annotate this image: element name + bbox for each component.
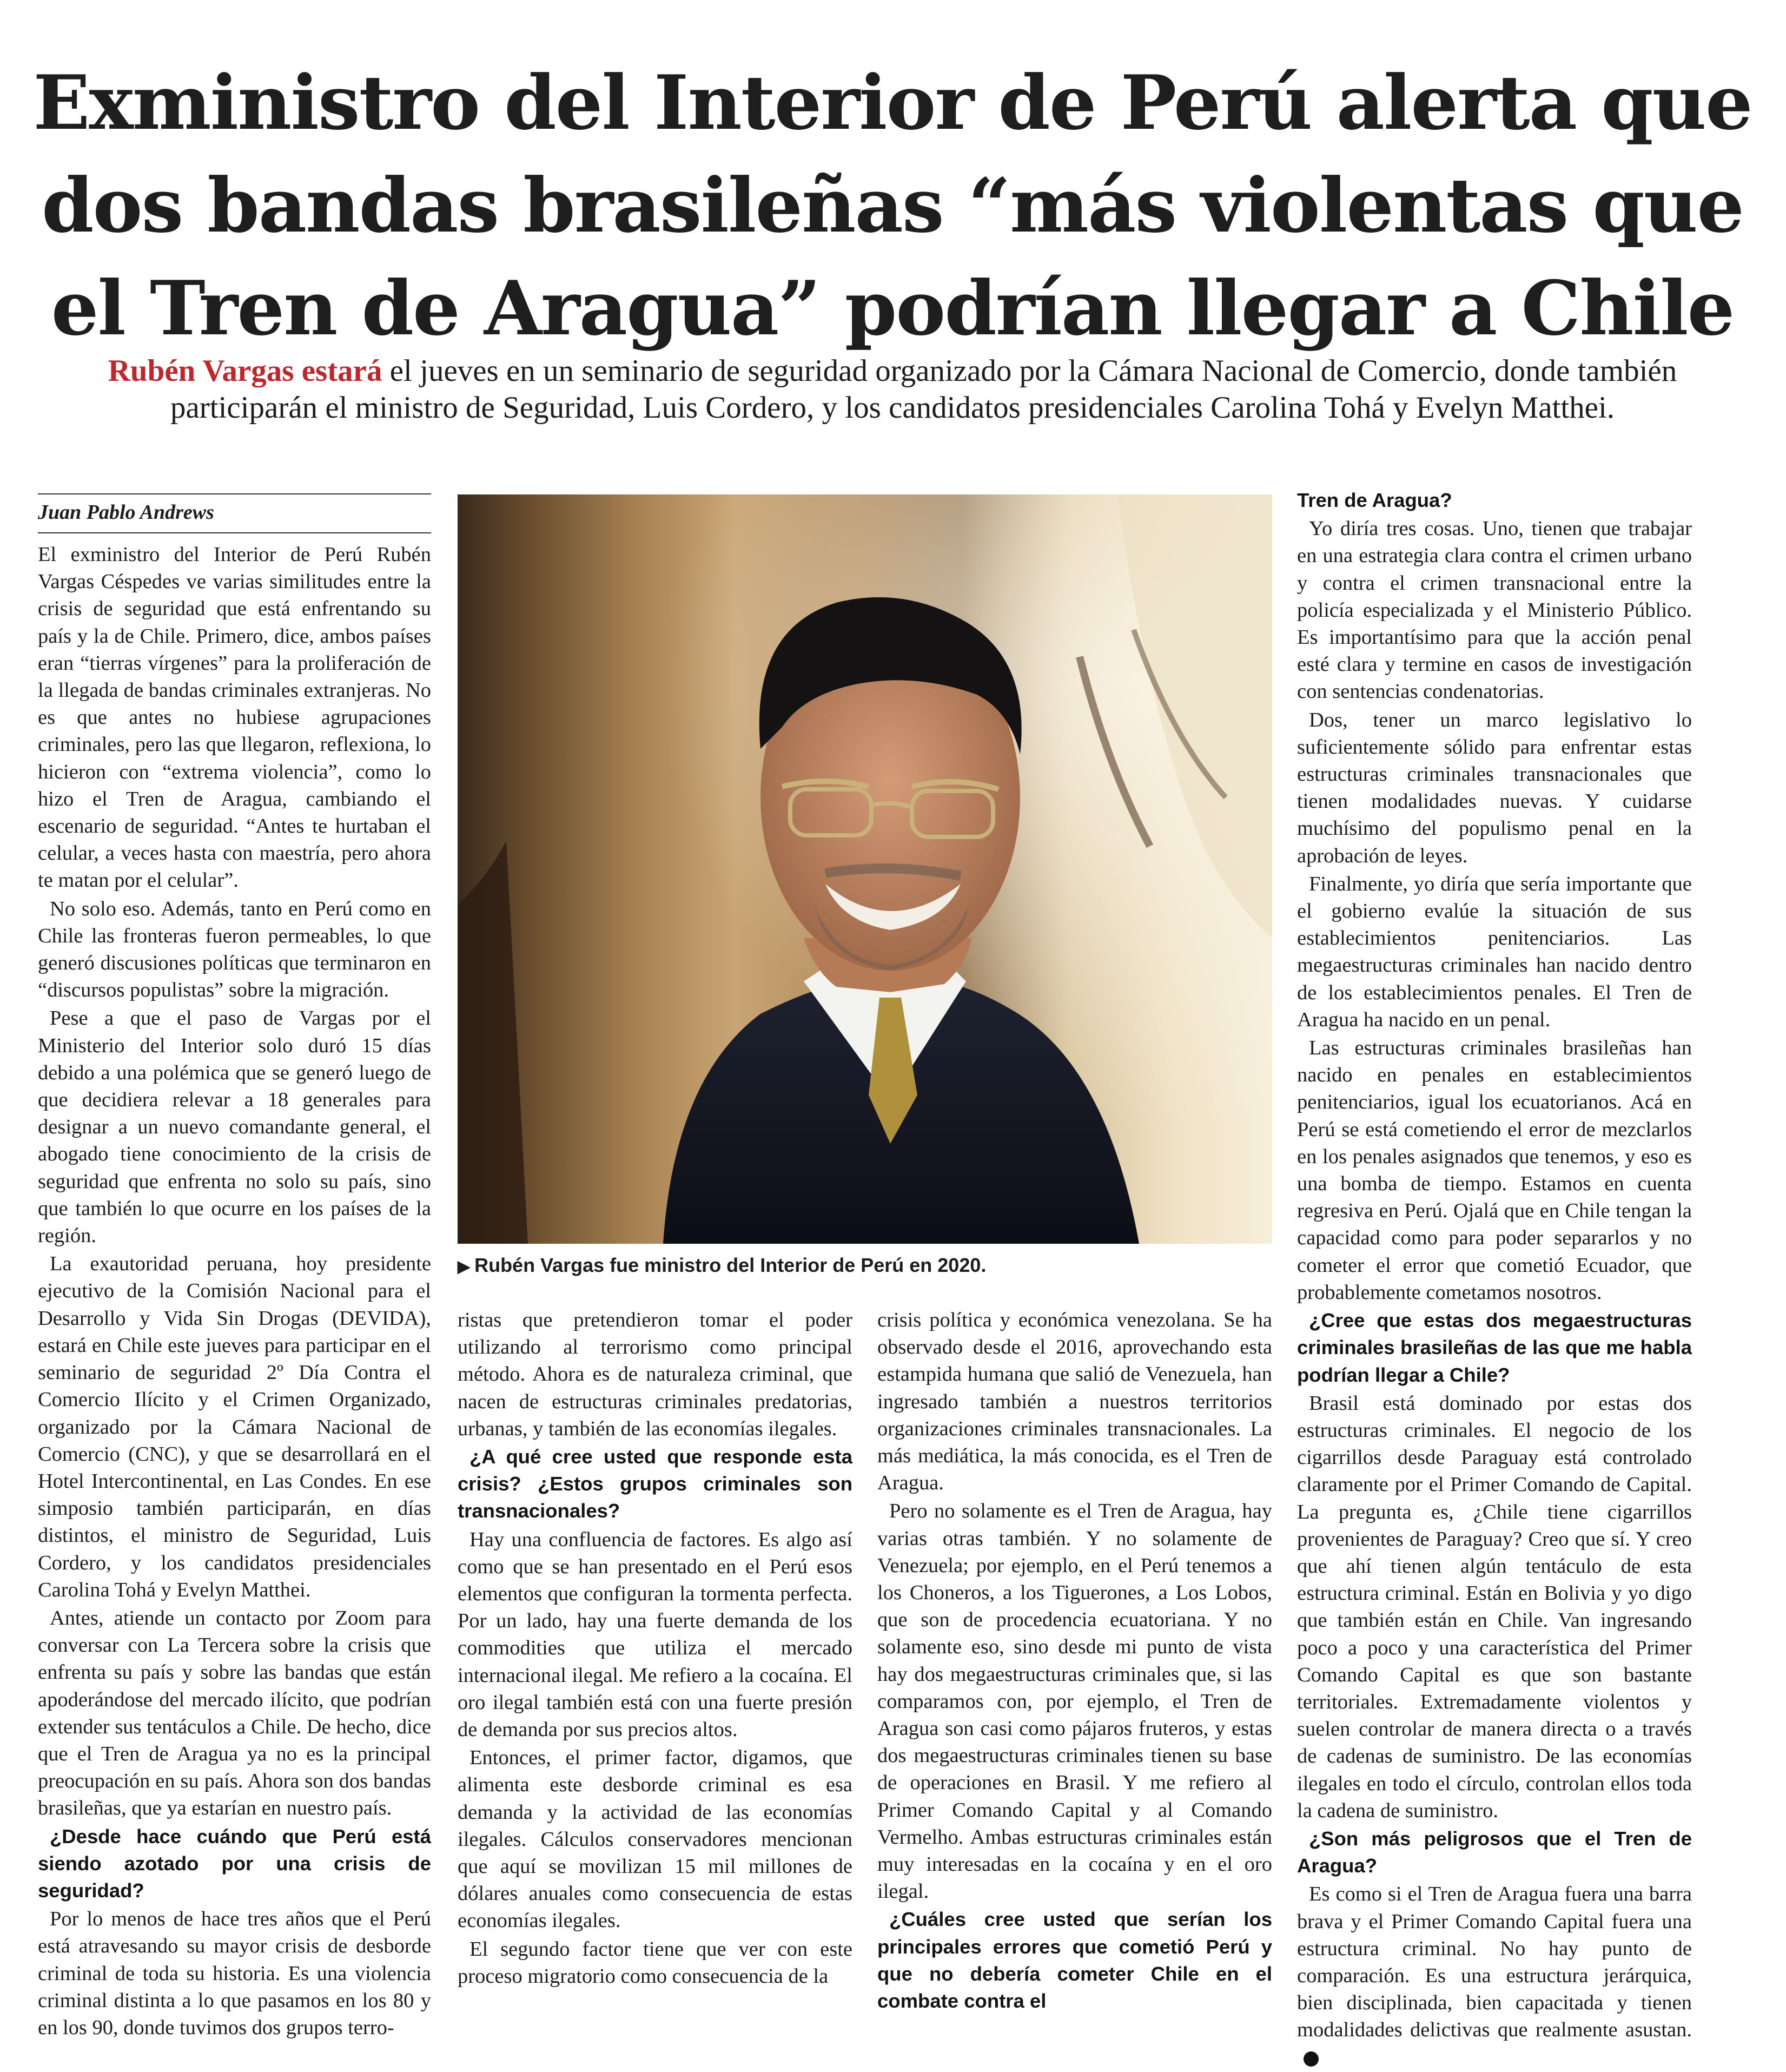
paragraph: Pero no solamente es el Tren de Aragua, hay varias otras también. Y no solamente de Venezuela; por ejemplo, en el Perú tenemos a los Choneros, a los Tiguerones, a Los Lobos, que son de procedencia ecuatoriana. Y no solamente eso, sino desde mi punto de vista hay dos megaestructuras criminales que, si las comparamos con, por ejemplo, el Tren de Aragua son casi como pájaros fruteros, y estas dos megaestructuras criminales tienen su base de operaciones en Brasil. Y me refiero al Primer Comando Capital y al Comando Vermelho. Ambas estructuras criminales están muy interesadas en la cocaína y en el oro ilegal. xyxy=(877,1500,1272,1903)
photo-caption xyxy=(458,1254,1272,1277)
paragraph: Dos, tener un marco legislativo lo suficientemente sólido para enfrentar estas estructuras criminales transnacionales que tienen modalidades nuevas. Y cuidarse muchísimo del populismo penal en la aprobación de leyes. xyxy=(1297,708,1692,867)
paragraph: Por lo menos de hace tres años que el Perú está atravesando su mayor crisis de desborde criminal de toda su historia. Es una violencia criminal distinta a lo que pasamos en los 80 y en los 90, donde tuvimos dos grupos terro- xyxy=(38,1908,431,2039)
end-of-article-dot-icon xyxy=(1304,2051,1319,2067)
paragraph: Pese a que el paso de Vargas por el Ministerio del Interior solo duró 15 días debido a una polémica que se generó luego de que decidiera relevar a 18 generales para designar a un nuevo comandante general, el abogado tiene conocimiento de la crisis de seguridad que enfrenta no solo su país, sino que también lo que ocurre en los países de la región. xyxy=(38,1007,431,1248)
byline: Juan Pablo Andrews xyxy=(38,501,214,524)
caption-text: Rubén Vargas fue ministro del Interior de Perú en 2020. xyxy=(474,1254,987,1276)
final-paragraph-text: Es como si el Tren de Aragua fuera una barra brava y el Primer Comando Capital fuera una estructura criminal. No hay punto de comparación. Es una estructura jerárquica, bien disciplinada, bien capacitada y tienen modalidades delictivas que realmente asustan. xyxy=(1297,1883,1692,2042)
paragraph: Hay una confluencia de factores. Es algo así como que se han presentado en el Perú esos elementos que configuran la tormenta perfecta. Por un lado, hay una fuerte demanda de los commodities que utiliza el mercado internacional ilegal. Me refiero a la cocaína. El oro ilegal también está con una fuerte presión de demanda por sus precios altos. xyxy=(458,1528,852,1741)
paragraph: Finalmente, yo diría que sería importante que el gobierno evalúe la situación de sus establecimientos penitenciarios. Las megaestructuras criminales han nacido dentro de los establecimientos penales. El Tren de Aragua ha nacido en un penal. xyxy=(1297,872,1692,1031)
article-column-1 xyxy=(38,541,431,2042)
article-column-3 xyxy=(877,1306,1272,2016)
subhead-text: el jueves en un seminario de seguridad organizado por la Cámara Nacional de Comercio, donde también participarán el ministro de Seguridad, Luis Cordero, y los candidatos presidenciales Carolina Tohá y Evelyn Matthei. xyxy=(170,354,1677,425)
subheadline xyxy=(32,353,1752,426)
byline-rule-bottom xyxy=(38,532,431,533)
headline-line: Exministro del Interior de Perú alerta que xyxy=(33,58,1752,147)
paragraph: Las estructuras criminales brasileñas han nacido en penales en establecimientos penitenciarios, igual los ecuatorianos. Acá en Perú se está cometiendo el error de mezclarlos en los penales asignados que tenemos, y eso es una bomba de tiempo. Estamos en cuenta regresiva en Perú. Ojalá que en Chile tengan la capacidad como para poder separarlos y no cometer el error que cometió Ecuador, que probablemente cometamos nosotros. xyxy=(1297,1037,1692,1304)
interview-question: ¿Cree que estas dos megaestructuras criminales brasileñas de las que me habla podrían llegar a Chile? xyxy=(1297,1309,1692,1386)
headline-line: dos bandas brasileñas “más violentas que xyxy=(42,161,1743,249)
byline-rule-top xyxy=(38,493,431,494)
portrait-photo xyxy=(458,494,1272,1244)
interview-question-continued: Tren de Aragua? xyxy=(1297,489,1452,511)
caption-triangle-icon: ▶ xyxy=(458,1258,471,1276)
paragraph: Antes, atiende un contacto por Zoom para conversar con La Tercera sobre la crisis que enfrenta su país y sobre las bandas que están apoderándose del mercado ilícito, que podrían extender sus tentáculos a Chile. De hecho, dice que el Tren de Aragua ya no es la principal preocupación en su país. Ahora son dos bandas brasileñas, que ya estarían en nuestro país. xyxy=(38,1606,431,1820)
paragraph: Entonces, el primer factor, digamos, que alimenta este desborde criminal es esa demanda y la actividad de las economías ilegales. Cálculos conservadores mencionan que aquí se movilizan 15 mil millones de dólares anuales como consecuencia de estas economías ilegales. xyxy=(458,1746,852,1932)
article-column-2 xyxy=(458,1306,852,1991)
interview-question: ¿Cuáles cree usted que serían los principales errores que cometió Perú y que no debería cometer Chile en el combate contra el xyxy=(877,1908,1272,2012)
interview-question: ¿Desde hace cuándo que Perú está siendo azotado por una crisis de seguridad? xyxy=(38,1825,431,1902)
portrait-illustration xyxy=(458,494,1272,1244)
paragraph: crisis política y económica venezolana. Se ha observado desde el 2016, aprovechando esta estampida humana que salió de Venezuela, han ingresado también a nuestros territorios organizaciones criminales transnacionales. La más mediática, la más conocida, es el Tren de Aragua. xyxy=(877,1309,1272,1495)
subhead-lead: Rubén Vargas estará xyxy=(108,354,382,388)
final-paragraph xyxy=(1297,1880,1692,2070)
interview-question: ¿A qué cree usted que responde esta crisis? ¿Estos grupos criminales son transnacionales? xyxy=(458,1446,852,1522)
paragraph: Yo diría tres cosas. Uno, tienen que trabajar en una estrategia clara contra el crimen urbano y contra el crimen transnacional entre la policía especializada y el Ministerio Público. Es importantísimo para que la acción penal esté clara y termine en casos de investigación con sentencias condenatorias. xyxy=(1297,517,1692,703)
headline xyxy=(32,51,1752,360)
headline-line: el Tren de Aragua” podrían llegar a Chile xyxy=(51,264,1734,352)
paragraph: El segundo factor tiene que ver con este proceso migratorio como consecuencia de la xyxy=(458,1937,852,1988)
paragraph: No solo eso. Además, tanto en Perú como en Chile las fronteras fueron permeables, lo que generó discusiones políticas que terminaron en “discursos populistas” sobre la migración. xyxy=(38,897,431,1002)
article-column-4 xyxy=(1297,487,1692,2072)
paragraph: El exministro del Interior de Perú Rubén Vargas Céspedes ve varias similitudes entre la crisis de seguridad que está enfrentando su país y la de Chile. Primero, dice, ambos países eran “tierras vírgenes” para la proliferación de la llegada de bandas criminales extranjeras. No es que antes no hubiese agrupaciones criminales, pero las que llegaron, reflexiona, lo hicieron con “extrema violencia”, como lo hizo el Tren de Aragua, cambiando el escenario de seguridad. “Antes te hurtaban el celular, a veces hasta con maestría, pero ahora te matan por el celular”. xyxy=(38,543,431,892)
paragraph: Brasil está dominado por estas dos estructuras criminales. El negocio de los cigarrillos desde Paraguay está controlado claramente por el Primer Comando de Capital. La pregunta es, ¿Chile tiene cigarrillos provenientes de Paraguay? Creo que sí. Y creo que ahí tienen algún tentáculo de esta estructura criminal. Están en Bolivia y yo digo que también están en Chile. Van ingresando poco a poco y una característica del Primer Comando Capital es que son bastante territoriales. Extremadamente violentos y suelen controlar de manera directa o a través de cadenas de suministro. De las economías ilegales en todo el círculo, controlan ellos toda la cadena de suministro. xyxy=(1297,1391,1692,1822)
paragraph: La exautoridad peruana, hoy presidente ejecutivo de la Comisión Nacional para el Desarrollo y Vida Sin Drogas (DEVIDA), estará en Chile este jueves para participar en el seminario de seguridad 2º Día Contra el Comercio Ilícito y el Crimen Organizado, organizado por la Cámara Nacional de Comercio (CNC), y que se desarrollará en el Hotel Intercontinental, en Las Condes. En ese simposio también participarán, en días distintos, el ministro de Seguridad, Luis Cordero, y los candidatos presidenciales Carolina Tohá y Evelyn Matthei. xyxy=(38,1252,431,1601)
interview-question: ¿Son más peligrosos que el Tren de Aragua? xyxy=(1297,1827,1692,1877)
paragraph: ristas que pretendieron tomar el poder utilizando al terrorismo como principal método. Ahora es de naturaleza criminal, que nacen de estructuras criminales predatorias, urbanas, y también de las economías ilegales. xyxy=(458,1309,852,1440)
